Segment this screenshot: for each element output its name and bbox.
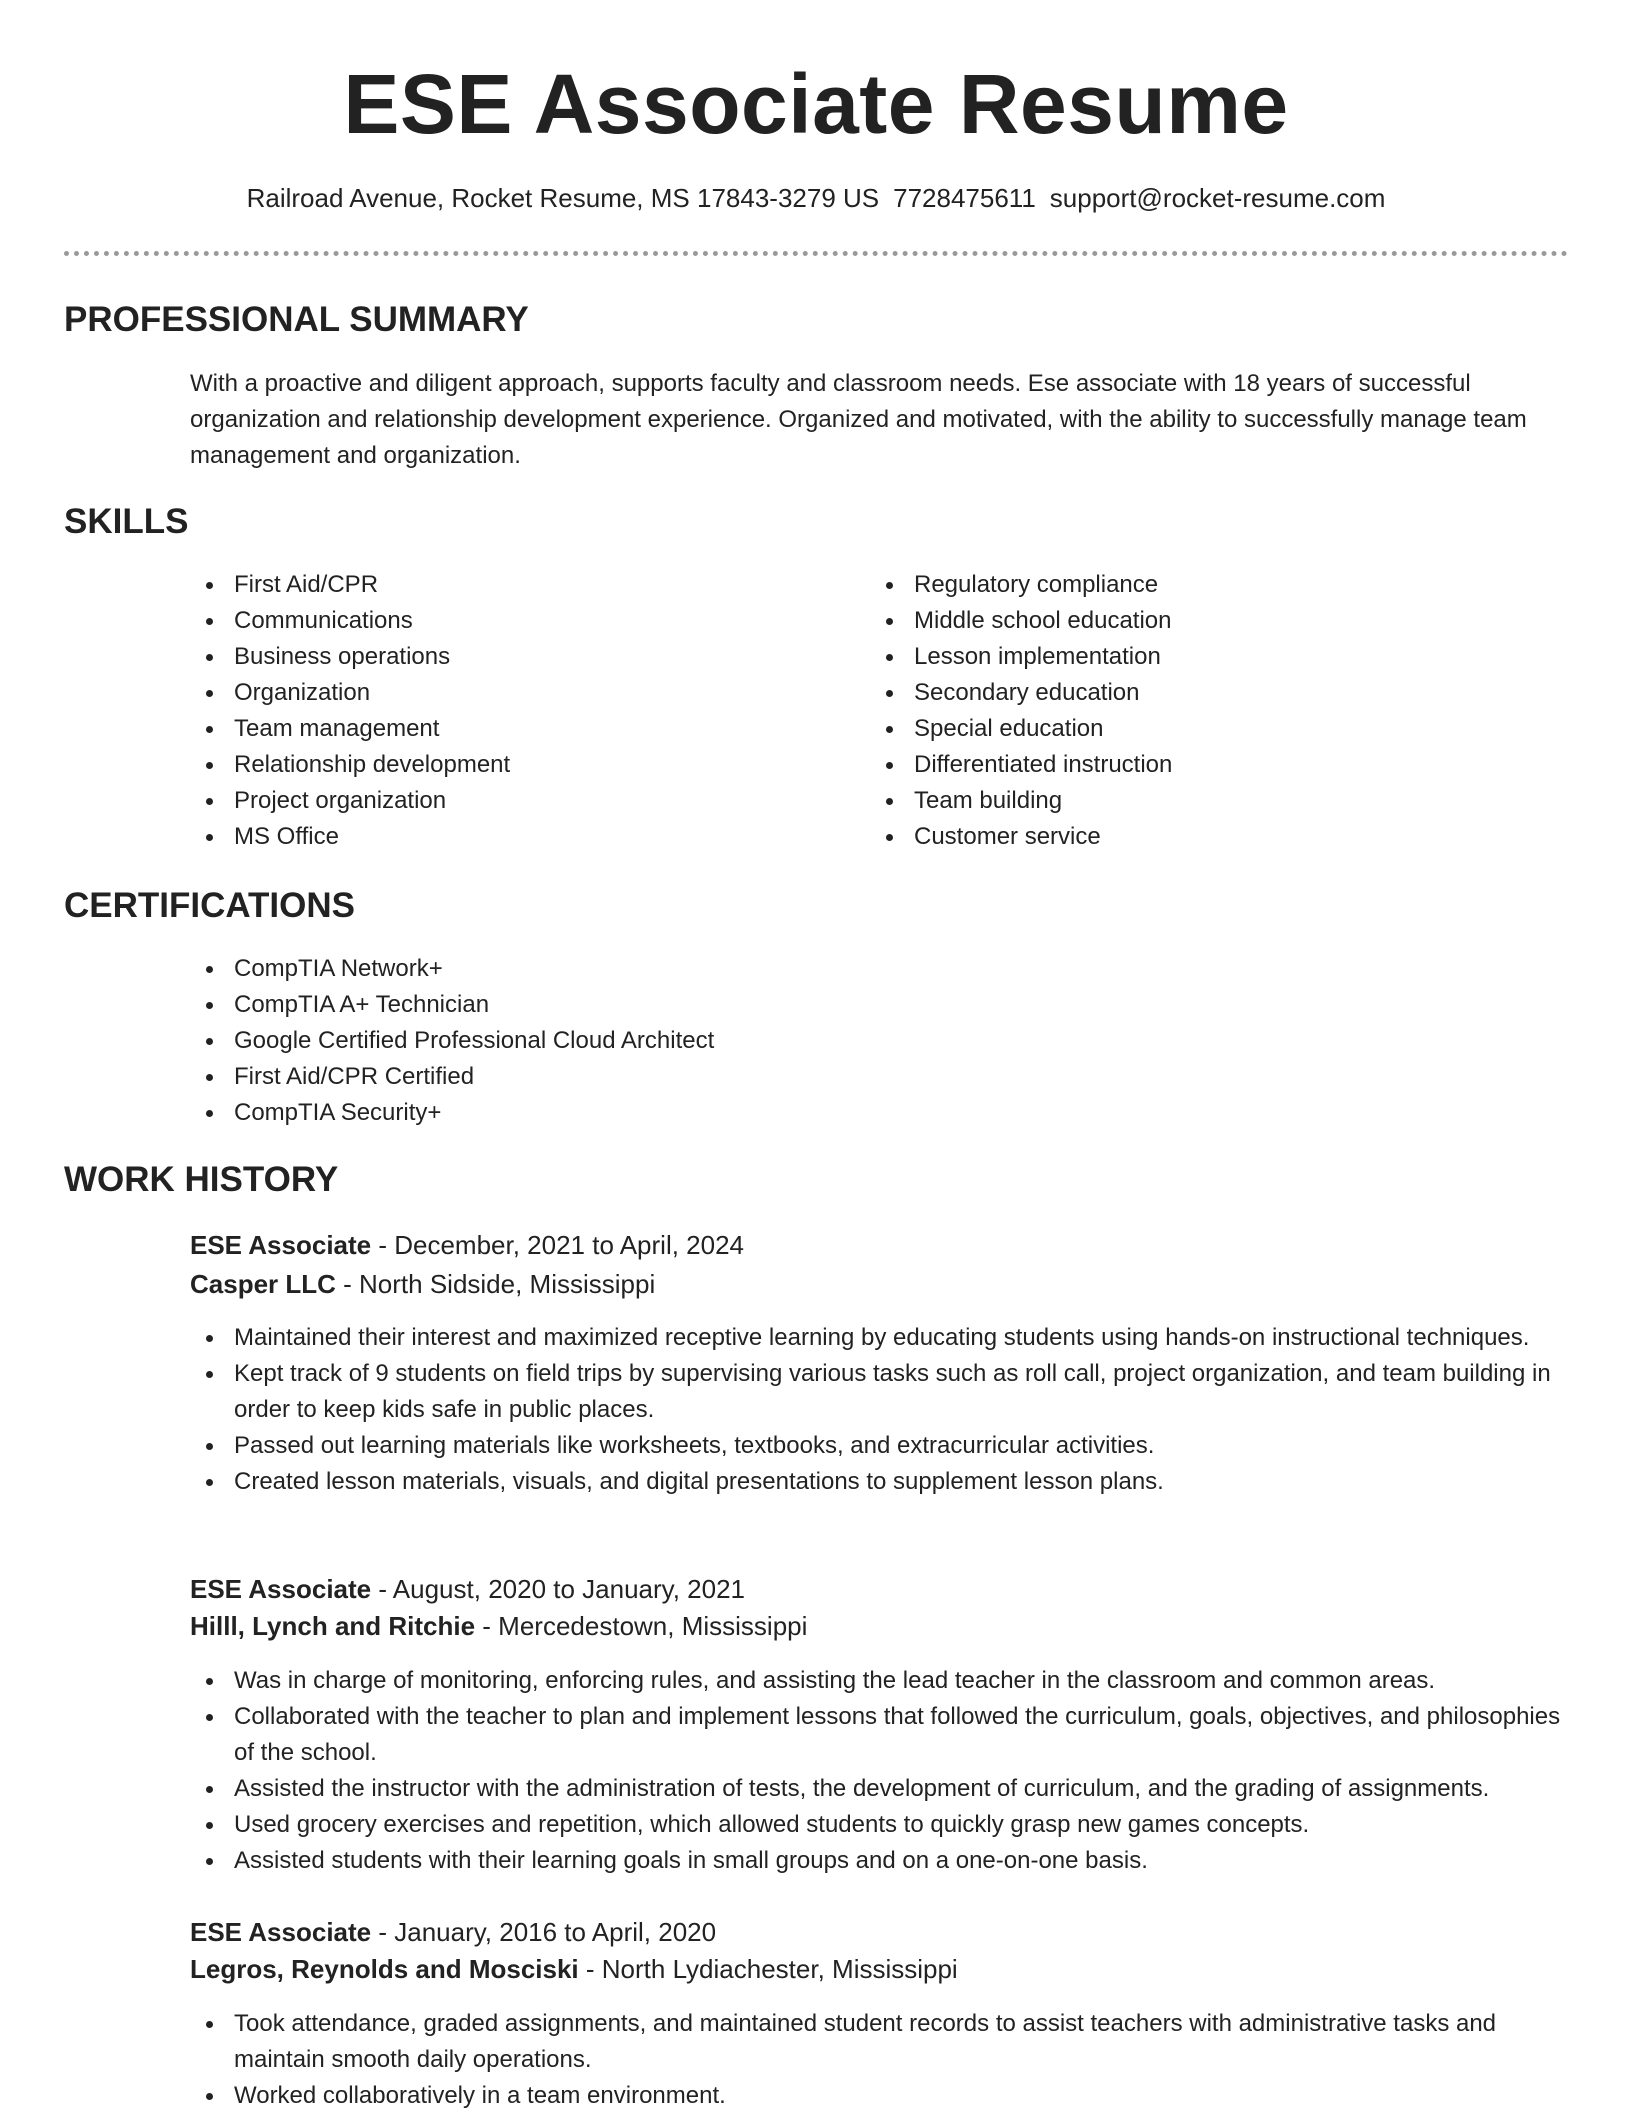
job-bullet: Maintained their interest and maximized receptive learning by educating students using hands-on instructional techniques. <box>190 1320 1570 1356</box>
job-bullets <box>190 2006 1570 2114</box>
skill-item: Special education <box>870 711 1490 747</box>
skills-heading: SKILLS <box>64 502 189 541</box>
job-company: Hilll, Lynch and Ritchie <box>190 1611 476 1641</box>
job-location: - North Sidside, Mississippi <box>335 1269 656 1299</box>
certifications-list <box>190 951 1190 1131</box>
job-bullet: Created lesson materials, visuals, and digital presentations to supplement lesson plans. <box>190 1464 1570 1500</box>
certifications-heading: CERTIFICATIONS <box>64 886 356 925</box>
contact-address: Railroad Avenue, Rocket Resume, MS 17843-3279 US <box>246 183 880 213</box>
certification-item: CompTIA Network+ <box>190 951 1190 987</box>
skill-item: MS Office <box>190 819 810 855</box>
skill-item: Regulatory compliance <box>870 567 1490 603</box>
skill-item: Communications <box>190 603 810 639</box>
job-bullet: Took attendance, graded assignments, and maintained student records to assist teachers with administrative tasks and maintain smooth daily operations. <box>190 2006 1570 2078</box>
job-title-line <box>190 1913 716 1951</box>
job-company: Legros, Reynolds and Mosciski <box>190 1954 579 1984</box>
job-bullet: Passed out learning materials like worksheets, textbooks, and extracurricular activities. <box>190 1428 1570 1464</box>
contact-line <box>0 180 1632 216</box>
skill-item: Organization <box>190 675 810 711</box>
job-title-line <box>190 1570 745 1608</box>
certification-item: CompTIA A+ Technician <box>190 987 1190 1023</box>
header-divider <box>64 251 1568 256</box>
contact-phone: 7728475611 <box>893 183 1036 213</box>
skill-item: Project organization <box>190 783 810 819</box>
skill-item: First Aid/CPR <box>190 567 810 603</box>
job-bullet: Assisted students with their learning goals in small groups and on a one-on-one basis. <box>190 1843 1570 1879</box>
job-title-line <box>190 1226 744 1264</box>
skill-item: Middle school education <box>870 603 1490 639</box>
summary-heading: PROFESSIONAL SUMMARY <box>64 300 529 339</box>
skills-list-left <box>190 567 810 855</box>
skill-item: Team building <box>870 783 1490 819</box>
job-location: - Mercedestown, Mississippi <box>475 1611 808 1641</box>
job-company: Casper LLC <box>190 1269 336 1299</box>
skill-item: Team management <box>190 711 810 747</box>
skill-item: Customer service <box>870 819 1490 855</box>
resume-title: ESE Associate Resume <box>343 57 1289 151</box>
summary-text: With a proactive and diligent approach, supports faculty and classroom needs. Ese associate with 18 years of successful organization and relationship development experience. Organized and motivated, with the ability to successfully manage team management and organization. <box>190 370 1527 469</box>
job-bullet: Kept track of 9 students on field trips by supervising various tasks such as roll call, project organization, and team building in order to keep kids safe in public places. <box>190 1356 1570 1428</box>
skills-list-right <box>870 567 1490 855</box>
job-dates: - January, 2016 to April, 2020 <box>371 1917 717 1947</box>
job-bullet: Was in charge of monitoring, enforcing rules, and assisting the lead teacher in the classroom and common areas. <box>190 1663 1570 1699</box>
job-company-line <box>190 1950 958 1988</box>
job-bullet: Used grocery exercises and repetition, which allowed students to quickly grasp new games concepts. <box>190 1807 1570 1843</box>
job-bullet: Collaborated with the teacher to plan and implement lessons that followed the curriculum, goals, objectives, and philosophies of the school. <box>190 1699 1570 1771</box>
job-dates: - August, 2020 to January, 2021 <box>371 1574 746 1604</box>
job-role: ESE Associate <box>190 1917 372 1947</box>
job-bullet: Assisted the instructor with the administration of tests, the development of curriculum, and the grading of assignments. <box>190 1771 1570 1807</box>
job-location: - North Lydiachester, Mississippi <box>578 1954 958 1984</box>
job-role: ESE Associate <box>190 1574 372 1604</box>
job-dates: - December, 2021 to April, 2024 <box>371 1230 745 1260</box>
job-bullet: Worked collaboratively in a team environment. <box>190 2078 1570 2114</box>
job-role: ESE Associate <box>190 1230 372 1260</box>
job-company-line <box>190 1265 655 1303</box>
skill-item: Relationship development <box>190 747 810 783</box>
skill-item: Differentiated instruction <box>870 747 1490 783</box>
skill-item: Business operations <box>190 639 810 675</box>
work-history-heading: WORK HISTORY <box>64 1160 339 1199</box>
skill-item: Secondary education <box>870 675 1490 711</box>
job-company-line <box>190 1607 807 1645</box>
certification-item: First Aid/CPR Certified <box>190 1059 1190 1095</box>
certification-item: Google Certified Professional Cloud Architect <box>190 1023 1190 1059</box>
job-bullets <box>190 1320 1570 1500</box>
contact-email: support@rocket-resume.com <box>1049 183 1386 213</box>
certification-item: CompTIA Security+ <box>190 1095 1190 1131</box>
skill-item: Lesson implementation <box>870 639 1490 675</box>
job-bullets <box>190 1663 1570 1879</box>
